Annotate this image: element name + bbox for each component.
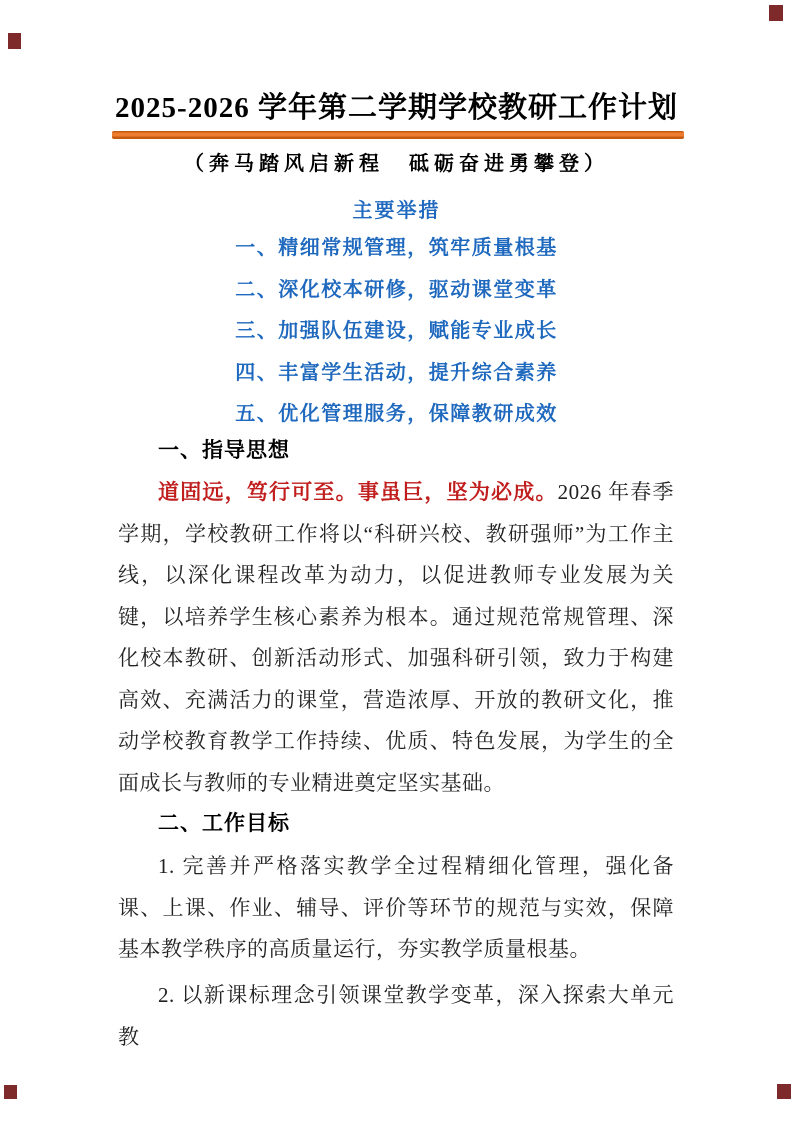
document-title: 2025-2026 学年第二学期学校教研工作计划 bbox=[115, 92, 678, 124]
document-subtitle: （奔马踏风启新程 砥砺奋进勇攀登） bbox=[184, 153, 609, 175]
measure-item-2: 二、深化校本研修，驱动课堂变革 bbox=[235, 278, 558, 301]
measure-item-1: 一、精细常规管理，筑牢质量根基 bbox=[235, 237, 558, 259]
corner-mark-bottom-right bbox=[777, 1084, 791, 1099]
measures-list bbox=[0, 228, 793, 436]
section-heading-work-goals: 二、工作目标 bbox=[158, 812, 290, 835]
corner-mark-top-left bbox=[8, 33, 21, 49]
corner-mark-bottom-left bbox=[4, 1085, 17, 1099]
paragraph-body-text: 2026 年春季学期，学校教研工作将以“科研兴校、教研强师”为工作主线，以深化课程改革为动力，以促进教师专业发展为关键，以培养学生核心素养为根本。通过规范常规管理、深化校本教研、创新活动形式、加强科研引领，致力于构建高效、充满活力的课堂，营造浓厚、开放的教研文化，推动学校教育教学工作持续、优质、特色发展，为学生的全面成长与教师的专业精进奠定坚实基础。 bbox=[118, 480, 675, 795]
paragraph-goal-2-truncated: 2. 以新课标理念引领课堂教学变革，深入探索大单元教 bbox=[118, 983, 674, 1049]
paragraph-goal-1: 1. 完善并严格落实教学全过程精细化管理，强化备课、上课、作业、辅导、评价等环节的规范与实效，保障基本教学秩序的高质量运行，夯实教学质量根基。 bbox=[118, 854, 674, 961]
paragraph-guiding-ideology bbox=[118, 472, 674, 804]
measure-item-3: 三、加强队伍建设，赋能专业成长 bbox=[235, 320, 558, 343]
red-lead-quote: 道固远，笃行可至。事虽巨，坚为必成。 bbox=[158, 480, 558, 504]
title-underline-rule bbox=[112, 131, 684, 139]
corner-mark-top-right bbox=[769, 5, 783, 21]
measures-heading: 主要举措 bbox=[352, 200, 441, 222]
measure-item-4: 四、丰富学生活动，提升综合素养 bbox=[235, 361, 558, 384]
section-heading-guiding-ideology: 一、指导思想 bbox=[158, 439, 290, 462]
measure-item-5: 五、优化管理服务，保障教研成效 bbox=[235, 403, 558, 426]
